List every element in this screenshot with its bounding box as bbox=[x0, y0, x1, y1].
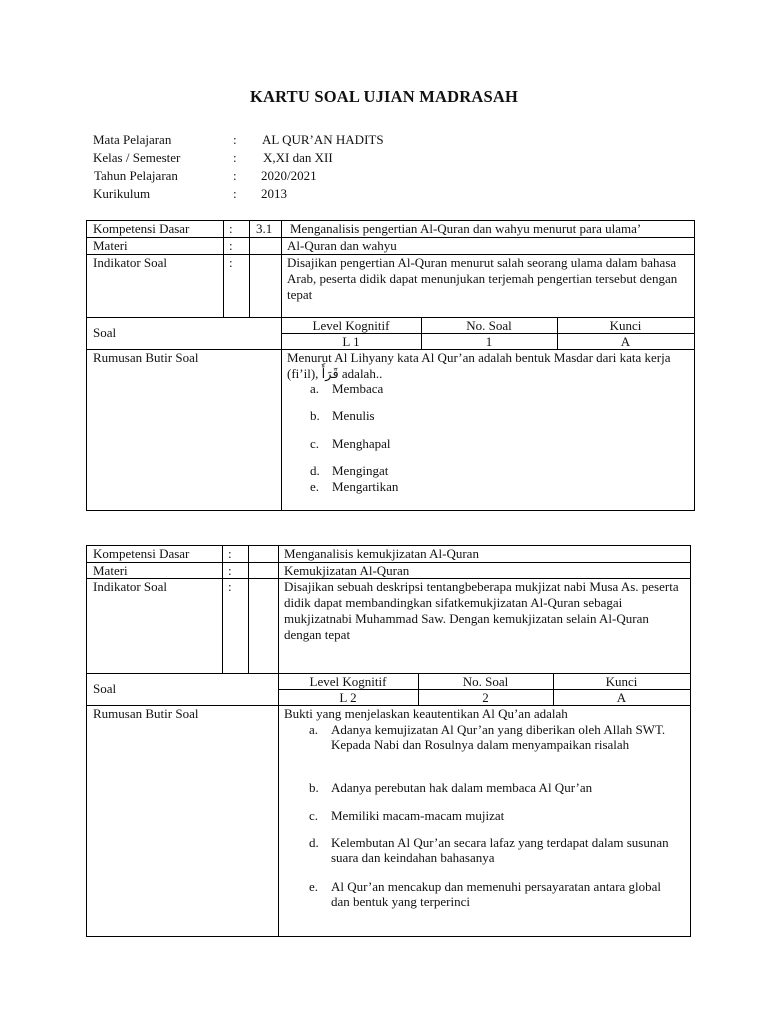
value-level-kognitif: L 1 bbox=[342, 334, 360, 349]
meta-value: AL QUR’AN HADITS bbox=[262, 132, 384, 147]
meta-colon: : bbox=[233, 186, 237, 201]
meta-label: Tahun Pelajaran bbox=[94, 168, 178, 183]
materi-text: Kemukjizatan Al-Quran bbox=[284, 563, 410, 578]
materi-label: Materi bbox=[93, 238, 128, 253]
option-key: e. bbox=[310, 479, 320, 494]
header-kunci: Kunci bbox=[609, 318, 642, 333]
kd-colon: : bbox=[228, 546, 232, 561]
materi-colon: : bbox=[229, 238, 233, 253]
option-key: a. bbox=[310, 381, 320, 396]
option-key: b. bbox=[309, 780, 319, 795]
soal-label: Soal bbox=[93, 681, 117, 696]
meta-label: Kelas / Semester bbox=[93, 150, 181, 165]
option-text: Al Qur’an mencakup dan memenuhi persayaratan antara global dan bentuk yang terperinci bbox=[331, 879, 662, 909]
kd-number: 3.1 bbox=[256, 221, 273, 236]
option-key: d. bbox=[309, 835, 319, 850]
rumusan-label: Rumusan Butir Soal bbox=[93, 350, 199, 365]
kd-text: Menganalisis kemukjizatan Al-Quran bbox=[284, 546, 479, 561]
meta-colon: : bbox=[233, 132, 237, 147]
indikator-label: Indikator Soal bbox=[93, 579, 168, 594]
header-level-kognitif: Level Kognitif bbox=[312, 318, 390, 333]
indikator-text: Disajikan pengertian Al-Quran menurut salah seorang ulama dalam bahasa Arab, peserta didik dapat menunjukan terjemah pengertian tersebut dengan tepat bbox=[287, 255, 678, 302]
meta-label: Mata Pelajaran bbox=[93, 132, 172, 147]
value-level-kognitif: L 2 bbox=[339, 690, 357, 705]
option-key: c. bbox=[310, 436, 320, 451]
meta-colon: : bbox=[233, 168, 237, 183]
value-kunci: A bbox=[616, 690, 627, 705]
soal-label: Soal bbox=[93, 325, 117, 340]
option-key: d. bbox=[310, 463, 320, 478]
option-text: Mengartikan bbox=[332, 479, 399, 494]
rumusan-label: Rumusan Butir Soal bbox=[93, 706, 199, 721]
header-no-soal: No. Soal bbox=[466, 318, 512, 333]
meta-value: 2020/2021 bbox=[261, 168, 317, 183]
indikator-colon: : bbox=[229, 255, 233, 270]
option-key: e. bbox=[309, 879, 319, 894]
kd-label: Kompetensi Dasar bbox=[93, 546, 190, 561]
option-text: Memiliki macam-macam mujizat bbox=[331, 808, 505, 823]
option-text: Mengingat bbox=[332, 463, 389, 478]
indikator-text: Disajikan sebuah deskripsi tentangbeberapa mukjizat nabi Musa As. peserta didik dapat membandingkan sifatkemukjizatan Al-Quran sebagai mukjizatnabi Muhammad Saw. Dengan kemukjizatan selain Al-Quran dengan tepat bbox=[284, 579, 679, 642]
indikator-label: Indikator Soal bbox=[93, 255, 168, 270]
header-kunci: Kunci bbox=[605, 674, 638, 689]
kd-text: Menganalisis pengertian Al-Quran dan wahyu menurut para ulama’ bbox=[290, 221, 642, 236]
meta-value: 2013 bbox=[261, 186, 287, 201]
kd-label: Kompetensi Dasar bbox=[93, 221, 190, 236]
value-no-soal: 2 bbox=[482, 690, 489, 705]
header-level-kognitif: Level Kognitif bbox=[309, 674, 387, 689]
option-text: Membaca bbox=[332, 381, 384, 396]
option-key: a. bbox=[309, 722, 319, 737]
option-text: Adanya perebutan hak dalam membaca Al Qur’an bbox=[331, 780, 593, 795]
option-text: Menulis bbox=[332, 408, 375, 423]
question-text: Menurut Al Lihyany kata Al Qur’an adalah bentuk Masdar dari kata kerja (fi’il), قَرَأَ adalah.. bbox=[287, 350, 671, 381]
materi-text: Al-Quran dan wahyu bbox=[287, 238, 397, 253]
meta-colon: : bbox=[233, 150, 237, 165]
value-kunci: A bbox=[620, 334, 631, 349]
materi-colon: : bbox=[228, 563, 232, 578]
kd-colon: : bbox=[229, 221, 233, 236]
indikator-colon: : bbox=[228, 579, 232, 594]
option-key: c. bbox=[309, 808, 319, 823]
meta-value: X,XI dan XII bbox=[263, 150, 333, 165]
materi-label: Materi bbox=[93, 563, 128, 578]
question-text: Bukti yang menjelaskan keautentikan Al Qu’an adalah bbox=[284, 706, 568, 721]
option-text: Menghapal bbox=[332, 436, 391, 451]
page-title: KARTU SOAL UJIAN MADRASAH bbox=[250, 87, 518, 106]
meta-label: Kurikulum bbox=[93, 186, 151, 201]
option-text: Kelembutan Al Qur’an secara lafaz yang terdapat dalam susunan suara dan keindahan bahasanya bbox=[331, 835, 669, 865]
value-no-soal: 1 bbox=[485, 334, 493, 349]
option-key: b. bbox=[310, 408, 320, 423]
option-text: Adanya kemujizatan Al Qur’an yang diberikan oleh Allah SWT. Kepada Nabi dan Rosulnya dalam menyampaikan risalah bbox=[331, 722, 666, 752]
header-no-soal: No. Soal bbox=[462, 674, 509, 689]
